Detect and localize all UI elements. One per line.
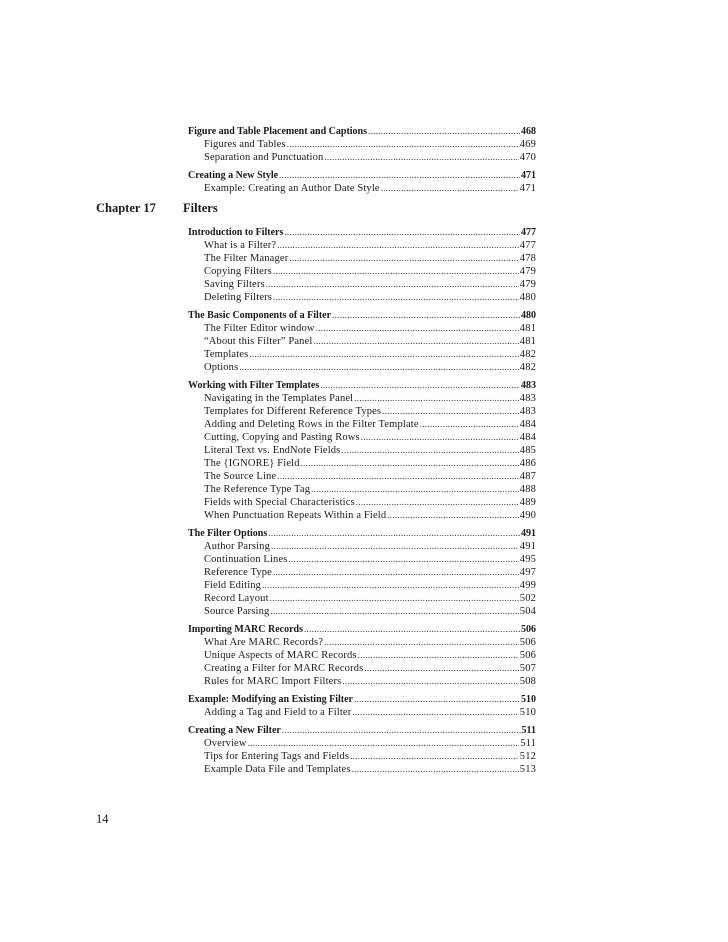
- dot-leader: [266, 278, 519, 291]
- toc-entry-title: The {IGNORE} Field: [204, 458, 300, 469]
- toc-entry-title: Templates for Different Reference Types: [204, 406, 382, 417]
- toc-section-title: Working with Filter Templates: [188, 380, 320, 391]
- toc-page-ref: 480: [519, 292, 536, 303]
- toc-page-ref: 486: [519, 458, 536, 469]
- dot-leader: [342, 675, 518, 688]
- toc-entry-title: Source Parsing: [204, 606, 270, 617]
- dot-leader: [287, 138, 519, 151]
- toc-entry-title: Record Layout: [204, 593, 269, 604]
- dot-leader: [313, 335, 518, 348]
- toc-entry-title: Fields with Special Characteristics: [204, 497, 355, 508]
- dot-leader: [381, 182, 519, 195]
- toc-page-ref: 495: [519, 554, 536, 565]
- dot-leader: [273, 291, 519, 304]
- dot-leader: [284, 226, 520, 239]
- toc-entry-title: The Reference Type Tag: [204, 484, 311, 495]
- toc-entry-title: Options: [204, 362, 239, 373]
- toc-entry-title: Templates: [204, 349, 249, 360]
- page-number: 14: [96, 812, 109, 826]
- toc-page-ref: 480: [521, 310, 536, 321]
- toc-page-ref: 482: [519, 362, 536, 373]
- dot-leader: [387, 509, 519, 522]
- toc-page-ref: 483: [519, 406, 536, 417]
- dot-leader: [341, 444, 518, 457]
- toc-section: [0, 125, 728, 164]
- dot-leader: [361, 431, 519, 444]
- toc-page-ref: 483: [521, 380, 536, 391]
- dot-leader: [354, 392, 519, 405]
- toc-entry[interactable]: [188, 636, 536, 649]
- toc-entry[interactable]: [188, 138, 536, 151]
- toc-entry-title: What is a Filter?: [204, 240, 277, 251]
- toc-page-ref: 506: [521, 624, 536, 635]
- chapter-heading: [0, 201, 728, 218]
- dot-leader: [279, 169, 520, 182]
- toc-entry-title: Tips for Entering Tags and Fields: [204, 751, 350, 762]
- toc-section-heading[interactable]: [188, 169, 536, 182]
- toc-entry[interactable]: [188, 322, 536, 335]
- toc-entry-title: Adding and Deleting Rows in the Filter Template: [204, 419, 419, 430]
- toc-section-title: Example: Modifying an Existing Filter: [188, 694, 353, 705]
- dot-leader: [324, 151, 518, 164]
- dot-leader: [324, 636, 519, 649]
- toc-section-heading[interactable]: [188, 724, 536, 737]
- toc-entry[interactable]: [188, 737, 536, 750]
- toc-entry-title: Navigating in the Templates Panel: [204, 393, 354, 404]
- toc-section-heading[interactable]: [188, 309, 536, 322]
- toc-section: [0, 169, 728, 195]
- toc-section: [0, 527, 728, 618]
- dot-leader: [270, 592, 519, 605]
- dot-leader: [271, 540, 519, 553]
- toc-section-heading[interactable]: [188, 226, 536, 239]
- toc-entry-title: Continuation Lines: [204, 554, 288, 565]
- toc-entry[interactable]: [188, 418, 536, 431]
- toc-entry-title: Reference Type: [204, 567, 272, 578]
- toc-page-ref: 481: [519, 336, 536, 347]
- toc-section: [0, 724, 728, 776]
- toc-entry[interactable]: [188, 540, 536, 553]
- toc-entry[interactable]: [188, 151, 536, 164]
- toc-page-ref: 491: [519, 541, 536, 552]
- toc-entry[interactable]: [188, 457, 536, 470]
- toc-entry[interactable]: [188, 662, 536, 675]
- dot-leader: [320, 379, 520, 392]
- chapter-number: Chapter 17: [96, 201, 156, 215]
- toc-page-ref: 497: [519, 567, 536, 578]
- toc-entry[interactable]: [188, 483, 536, 496]
- toc-entry[interactable]: [188, 605, 536, 618]
- toc-section-title: Importing MARC Records: [188, 624, 303, 635]
- toc-entry-title: “About this Filter” Panel: [204, 336, 313, 347]
- dot-leader: [282, 724, 521, 737]
- toc-section: [0, 379, 728, 522]
- toc-page-ref: 485: [519, 445, 536, 456]
- toc-entry-title: What Are MARC Records?: [204, 637, 324, 648]
- dot-leader: [268, 527, 520, 540]
- toc-entry-title: Cutting, Copying and Pasting Rows: [204, 432, 360, 443]
- toc-entry-title: Literal Text vs. EndNote Fields: [204, 445, 341, 456]
- toc-section: [0, 309, 728, 374]
- toc-section-heading[interactable]: [188, 693, 536, 706]
- toc-entry[interactable]: [188, 509, 536, 522]
- toc-entry[interactable]: [188, 553, 536, 566]
- toc-entry[interactable]: [188, 579, 536, 592]
- toc-entry[interactable]: [188, 182, 536, 195]
- dot-leader: [273, 265, 519, 278]
- toc-entry-title: Deleting Filters: [204, 292, 273, 303]
- toc-entry-title: The Filter Editor window: [204, 323, 315, 334]
- toc-page-ref: 488: [519, 484, 536, 495]
- toc-page-ref: 471: [519, 183, 536, 194]
- dot-leader: [239, 361, 518, 374]
- toc-page-ref: 508: [519, 676, 536, 687]
- dot-leader: [289, 553, 519, 566]
- toc-entry[interactable]: [188, 470, 536, 483]
- toc-entry[interactable]: [188, 706, 536, 719]
- toc-page-ref: 484: [519, 432, 536, 443]
- toc-page-ref: 490: [519, 510, 536, 521]
- toc-entry-title: Rules for MARC Import Filters: [204, 676, 342, 687]
- dot-leader: [356, 496, 519, 509]
- toc-section-title: Figure and Table Placement and Captions: [188, 126, 368, 137]
- toc-entry-title: Figures and Tables: [204, 139, 286, 150]
- toc-section-heading[interactable]: [188, 527, 536, 540]
- toc-page-ref: 487: [519, 471, 536, 482]
- toc-entry[interactable]: [188, 252, 536, 265]
- dot-leader: [420, 418, 519, 431]
- toc-page-ref: 491: [521, 528, 536, 539]
- dot-leader: [262, 579, 519, 592]
- toc-entry[interactable]: [188, 750, 536, 763]
- toc-page-ref: 471: [521, 170, 536, 181]
- dot-leader: [311, 483, 519, 496]
- table-of-contents: [0, 125, 728, 781]
- dot-leader: [354, 693, 520, 706]
- dot-leader: [273, 566, 519, 579]
- toc-entry[interactable]: [188, 335, 536, 348]
- dot-leader: [301, 457, 519, 470]
- toc-entry[interactable]: [188, 278, 536, 291]
- toc-entry-title: Overview: [204, 738, 247, 749]
- toc-page-ref: 489: [519, 497, 536, 508]
- dot-leader: [352, 706, 518, 719]
- toc-page-ref: 506: [519, 650, 536, 661]
- toc-page-ref: 477: [521, 227, 536, 238]
- dot-leader: [358, 649, 519, 662]
- chapter-title: Filters: [183, 201, 218, 215]
- toc-page-ref: 507: [519, 663, 536, 674]
- toc-page-ref: 481: [519, 323, 536, 334]
- toc-section-heading[interactable]: [188, 379, 536, 392]
- dot-leader: [350, 750, 519, 763]
- toc-entry-title: Copying Filters: [204, 266, 272, 277]
- toc-entry-title: The Filter Manager: [204, 253, 289, 264]
- toc-section: [0, 226, 728, 304]
- toc-entry[interactable]: [188, 239, 536, 252]
- toc-section-title: Creating a New Style: [188, 170, 279, 181]
- toc-section-title: Creating a New Filter: [188, 725, 281, 736]
- dot-leader: [277, 239, 519, 252]
- toc-entry[interactable]: [188, 405, 536, 418]
- toc-section: [0, 623, 728, 688]
- dot-leader: [382, 405, 519, 418]
- toc-entry[interactable]: [188, 392, 536, 405]
- toc-entry[interactable]: [188, 291, 536, 304]
- toc-entry[interactable]: [188, 431, 536, 444]
- toc-entry[interactable]: [188, 444, 536, 457]
- toc-section-title: Introduction to Filters: [188, 227, 284, 238]
- toc-page-ref: 482: [519, 349, 536, 360]
- toc-entry-title: Saving Filters: [204, 279, 265, 290]
- toc-entry-title: Unique Aspects of MARC Records: [204, 650, 357, 661]
- toc-entry-title: The Source Line: [204, 471, 277, 482]
- toc-section-title: The Filter Options: [188, 528, 268, 539]
- toc-page-ref: 478: [519, 253, 536, 264]
- toc-continuation: [0, 125, 728, 195]
- toc-entry[interactable]: [188, 265, 536, 278]
- dot-leader: [289, 252, 518, 265]
- toc-entry[interactable]: [188, 649, 536, 662]
- dot-leader: [364, 662, 518, 675]
- toc-page-ref: 499: [519, 580, 536, 591]
- toc-page-ref: 512: [519, 751, 536, 762]
- toc-section-heading[interactable]: [188, 623, 536, 636]
- toc-section: [0, 693, 728, 719]
- toc-entry-title: Example: Creating an Author Date Style: [204, 183, 380, 194]
- toc-page-ref: 468: [521, 126, 536, 137]
- dot-leader: [277, 470, 519, 483]
- toc-entry-title: Creating a Filter for MARC Records: [204, 663, 364, 674]
- toc-entry[interactable]: [188, 763, 536, 776]
- toc-page-ref: 469: [519, 139, 536, 150]
- toc-entry-title: Example Data File and Templates: [204, 764, 351, 775]
- toc-page-ref: 477: [519, 240, 536, 251]
- toc-page-ref: 510: [521, 694, 536, 705]
- toc-entry-title: Separation and Punctuation: [204, 152, 324, 163]
- toc-page-ref: 511: [520, 738, 536, 749]
- toc-entry[interactable]: [188, 566, 536, 579]
- toc-entry-title: Adding a Tag and Field to a Filter: [204, 707, 352, 718]
- toc-page-ref: 506: [519, 637, 536, 648]
- toc-page-ref: 479: [519, 279, 536, 290]
- toc-page-ref: 502: [519, 593, 536, 604]
- dot-leader: [248, 737, 520, 750]
- toc-entry[interactable]: [188, 496, 536, 509]
- toc-entry-title: When Punctuation Repeats Within a Field: [204, 510, 387, 521]
- dot-leader: [304, 623, 520, 636]
- toc-entry[interactable]: [188, 592, 536, 605]
- toc-entry[interactable]: [188, 675, 536, 688]
- toc-page-ref: 470: [519, 152, 536, 163]
- toc-entry-title: Author Parsing: [204, 541, 270, 552]
- dot-leader: [316, 322, 519, 335]
- dot-leader: [352, 763, 519, 776]
- toc-entry[interactable]: [188, 361, 536, 374]
- toc-page-ref: 510: [519, 707, 536, 718]
- dot-leader: [368, 125, 520, 138]
- toc-page-ref: 511: [521, 725, 536, 736]
- dot-leader: [332, 309, 520, 322]
- dot-leader: [270, 605, 518, 618]
- toc-page-ref: 484: [519, 419, 536, 430]
- toc-entry[interactable]: [188, 348, 536, 361]
- toc-page-ref: 483: [519, 393, 536, 404]
- toc-page-ref: 479: [519, 266, 536, 277]
- toc-page-ref: 513: [519, 764, 536, 775]
- toc-section-title: The Basic Components of a Filter: [188, 310, 332, 321]
- dot-leader: [249, 348, 518, 361]
- toc-section-heading[interactable]: [188, 125, 536, 138]
- toc-entry-title: Field Editing: [204, 580, 262, 591]
- toc-page-ref: 504: [519, 606, 536, 617]
- toc-chapter-sections: [0, 226, 728, 776]
